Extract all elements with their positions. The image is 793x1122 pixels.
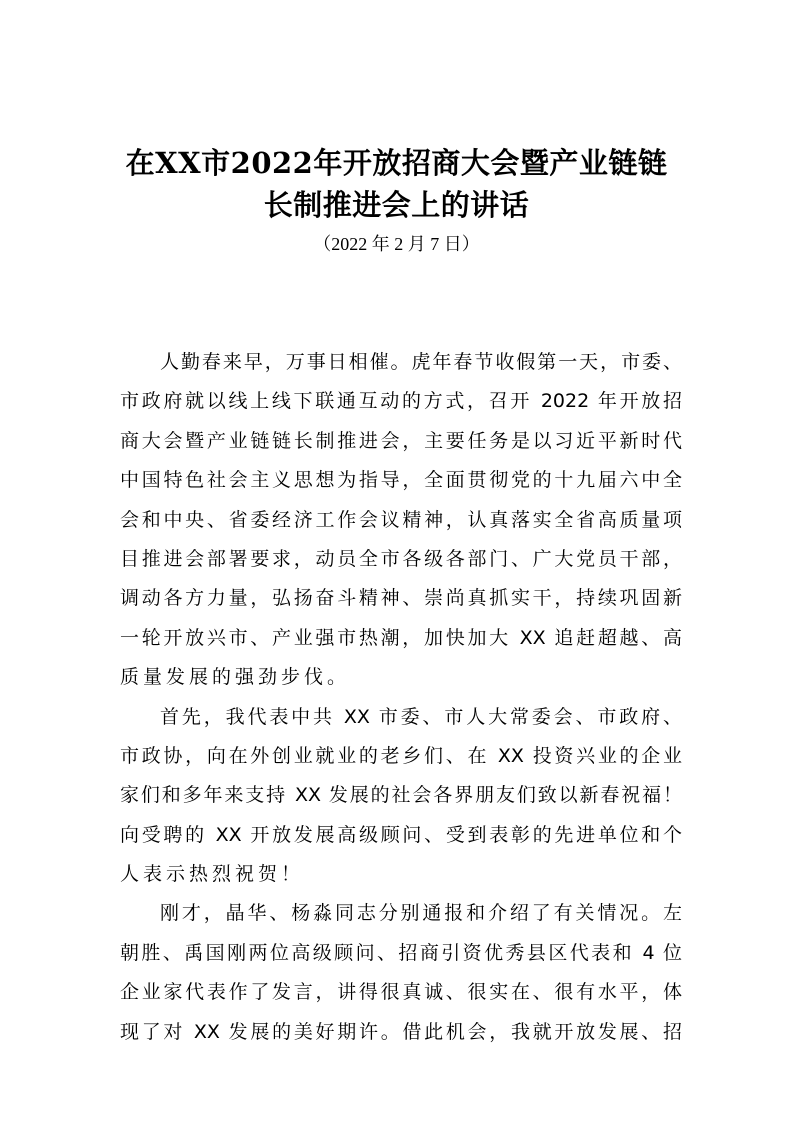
paragraph-1-line: 调动各方力量，弘扬奋斗精神、崇尚真抓实干，持续巩固新 — [120, 587, 682, 610]
paragraph-1-line: 中国特色社会主义思想为指导，全面贯彻党的十九届六中全 — [120, 469, 682, 492]
paragraph-3-line: 朝胜、禹国刚两位高级顾问、招商引资优秀县区代表和 4 位 — [120, 941, 682, 964]
document-title-line-2: 长制推进会上的讲话 — [263, 188, 530, 222]
paragraph-1-line: 商大会暨产业链链长制推进会，主要任务是以习近平新时代 — [120, 429, 682, 452]
document-body — [120, 343, 682, 1052]
paragraph-2-line: 首先，我代表中共 XX 市委、市人大常委会、市政府、 — [160, 705, 682, 728]
paragraph-1-line: 一轮开放兴市、产业强市热潮，加快加大 XX 追赶超越、高 — [120, 626, 682, 649]
paragraph-1-line: 市政府就以线上线下联通互动的方式，召开 2022 年开放招 — [120, 390, 682, 413]
paragraph-1-line: 人勤春来早，万事日相催。虎年春节收假第一天，市委、 — [160, 351, 682, 373]
document-title-line-1: 在XX市2022年开放招商大会暨产业链链 — [125, 146, 668, 180]
paragraph-3-line: 企业家代表作了发言，讲得很真诚、很实在、很有水平，体 — [120, 981, 682, 1004]
paragraph-2-line: 家们和多年来支持 XX 发展的社会各界朋友们致以新春祝福！ — [120, 784, 682, 807]
document-date: （2022 年 2 月 7 日） — [313, 234, 480, 254]
paragraph-1-line: 目推进会部署要求，动员全市各级各部门、广大党员干部， — [120, 547, 682, 570]
paragraph-3-line: 刚才，晶华、杨淼同志分别通报和介绍了有关情况。左 — [160, 902, 682, 925]
paragraph-2-line: 市政协，向在外创业就业的老乡们、在 XX 投资兴业的企业 — [120, 744, 682, 767]
paragraph-1-line: 质量发展的强劲步伐。 — [120, 666, 351, 689]
paragraph-3-line: 现了对 XX 发展的美好期许。借此机会，我就开放发展、招 — [120, 1020, 682, 1043]
paragraph-2-line: 人表示热烈祝贺！ — [120, 863, 305, 886]
paragraph-2-line: 向受聘的 XX 开放发展高级顾问、受到表彰的先进单位和个 — [120, 823, 682, 846]
paragraph-1-line: 会和中央、省委经济工作会议精神，认真落实全省高质量项 — [120, 508, 682, 531]
